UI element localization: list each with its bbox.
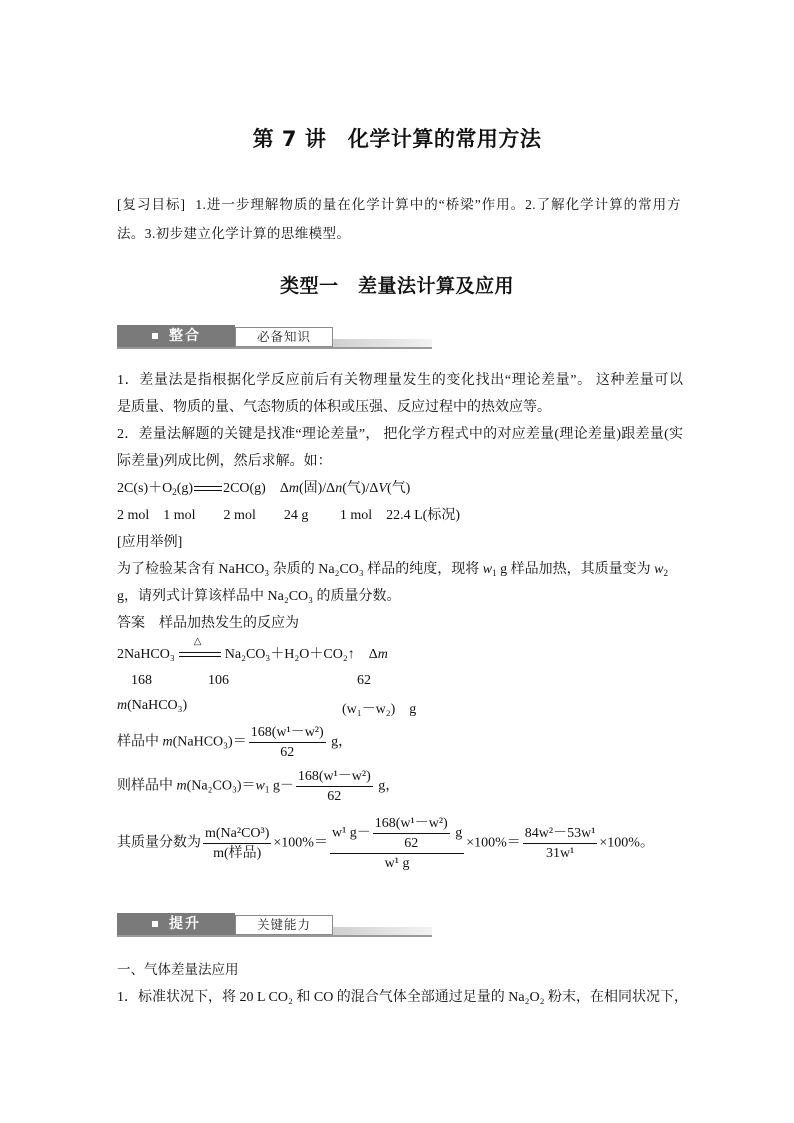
s2-denominator: 62 bbox=[327, 789, 342, 804]
s1-pre: 样品中 bbox=[117, 734, 163, 750]
double-line-icon bbox=[194, 485, 222, 493]
eq-end: (气) bbox=[386, 481, 411, 496]
banner-gradient bbox=[332, 339, 432, 347]
q1-w2-sub: 2 bbox=[663, 568, 668, 578]
s3-final-fraction bbox=[523, 825, 598, 862]
sub-heading: 一、气体差量法应用 bbox=[117, 962, 239, 977]
num-168: 168 bbox=[131, 673, 152, 688]
s1-denominator: 62 bbox=[280, 745, 295, 760]
s3-fraction-1 bbox=[203, 825, 271, 862]
s3-pre: 其质量分数为 bbox=[117, 835, 201, 851]
square-bullet-icon bbox=[152, 921, 158, 927]
s3-denominator: m(样品) bbox=[213, 846, 262, 861]
s3-inner-denominator: 62 bbox=[404, 836, 419, 851]
s2-w-sub: 1 bbox=[264, 784, 270, 795]
eq-v: V bbox=[378, 481, 387, 496]
example-tag: [应用举例] bbox=[117, 535, 183, 550]
s3-bignum-a: w¹ g－ bbox=[331, 825, 371, 841]
square-bullet-icon bbox=[152, 333, 158, 339]
banner-gradient bbox=[332, 927, 432, 935]
banner-sub-label: 关键能力 bbox=[235, 915, 333, 935]
q1-w2: w bbox=[654, 562, 664, 577]
s1-mid: (NaHCO₃)＝ bbox=[172, 734, 247, 750]
reaction-equation bbox=[117, 635, 683, 663]
goals-text-1: 1.进一步理解物质的量在化学计算中的“桥梁”作用。2.了解化学计算的常用方 bbox=[195, 197, 681, 212]
eq-o2-sub: 2 bbox=[172, 487, 177, 497]
s3-final-denominator: 31w¹ bbox=[545, 846, 575, 861]
section-banner-improve bbox=[117, 913, 432, 937]
equation-values: 2 mol 1 mol 2 mol 24 g 1 mol 22.4 L(标况) bbox=[117, 508, 460, 523]
s3-bignum-b: g bbox=[451, 825, 463, 841]
s2-m: m bbox=[176, 778, 187, 794]
rxn-right: Na₂CO₃＋H₂O＋CO₂↑ Δ bbox=[224, 647, 378, 662]
s3-big-denominator: w¹ g bbox=[384, 856, 410, 871]
eq-mid2: (气)/Δ bbox=[342, 481, 379, 496]
eq-left: 2C(s)＋O bbox=[117, 481, 173, 496]
s3-big-numerator bbox=[330, 815, 464, 854]
s3-numerator: m(Na²CO³) bbox=[203, 825, 271, 844]
banner-sub-label: 必备知识 bbox=[235, 327, 333, 347]
s3-big-fraction bbox=[330, 815, 464, 872]
s1-numerator: 168(w¹－w²) bbox=[249, 724, 326, 743]
equation-carbon bbox=[117, 477, 683, 497]
banner-label: 整合 bbox=[169, 328, 201, 344]
banner-label: 提升 bbox=[169, 916, 201, 932]
eq-mid1: (固)/Δ bbox=[298, 481, 336, 496]
num-62: 62 bbox=[357, 673, 371, 688]
s2-pre: 则样品中 bbox=[117, 778, 177, 794]
m-nahco3: (NaHCO₃) bbox=[127, 698, 188, 713]
rxn-left: 2NaHCO₃ bbox=[117, 647, 175, 662]
s2-fraction bbox=[296, 768, 373, 805]
banner-label-box bbox=[117, 325, 235, 347]
review-goals bbox=[117, 190, 681, 248]
s2-end: g， bbox=[374, 778, 400, 794]
s1-end: g， bbox=[327, 734, 353, 750]
s2-numerator: 168(w¹－w²) bbox=[296, 768, 373, 787]
exercise-line-1: 1．标准状况下，将 20 L CO₂ 和 CO 的混合气体全部通过足量的 Na₂O₂ 粉末，在相同状况下， bbox=[117, 990, 689, 1005]
eq-n: n bbox=[335, 481, 343, 496]
s3-pct3: ×100%。 bbox=[599, 835, 654, 851]
heat-equals-icon bbox=[179, 635, 221, 660]
m-symbol: m bbox=[117, 698, 128, 713]
s1-m: m bbox=[162, 734, 173, 750]
step-2 bbox=[117, 768, 683, 805]
section-title: 类型一 差量法计算及应用 bbox=[279, 275, 514, 297]
s2-w: w bbox=[255, 778, 265, 794]
s3-inner-numerator: 168(w¹－w²) bbox=[373, 815, 450, 834]
q1-w1: w bbox=[482, 562, 493, 577]
para-2-line-1: 2．差量法解题的关键是找准“理论差量”， 把化学方程式中的对应差量(理论差量)跟差量(实 bbox=[117, 427, 683, 442]
step-3 bbox=[117, 815, 683, 872]
q1-mid: g 样品加热，其质量变为 bbox=[496, 562, 655, 577]
step-1 bbox=[117, 724, 683, 761]
para-1-line-1: 1．差量法是指根据化学反应前后有关物理量发生的变化找出“理论差量”。 这种差量可以 bbox=[117, 373, 683, 388]
section-banner-integrate bbox=[117, 325, 432, 349]
banner-baseline bbox=[117, 347, 432, 349]
q1-w1-sub: 1 bbox=[492, 568, 497, 578]
heat-symbol: △ bbox=[193, 635, 202, 647]
answer-label: 答案 样品加热发生的反应为 bbox=[117, 616, 299, 631]
para-1-line-2: 是质量、物质的量、气态物质的体积或压强、反应过程中的热效应等。 bbox=[117, 400, 551, 415]
banner-baseline bbox=[117, 935, 432, 937]
eq-m: m bbox=[288, 481, 299, 496]
s2-g: g－ bbox=[269, 778, 294, 794]
s3-final-numerator: 84w²－53w¹ bbox=[523, 825, 598, 844]
eq-right: 2CO(g) Δ bbox=[223, 481, 289, 496]
s3-inner-fraction bbox=[373, 815, 450, 852]
banner-label-box bbox=[117, 913, 235, 935]
goals-tag: [复习目标] bbox=[117, 197, 186, 212]
rxn-m: m bbox=[377, 647, 388, 662]
q1-text: 为了检验某含有 NaHCO₃ 杂质的 Na₂CO₃ 样品的纯度，现将 bbox=[117, 562, 483, 577]
mass-difference: (w₁－w₂) g bbox=[342, 702, 417, 717]
s1-fraction bbox=[249, 724, 326, 761]
question-line-1 bbox=[117, 558, 683, 578]
para-2-line-2: 际差量)列成比例，然后求解。如： bbox=[117, 454, 332, 469]
page-title: 第 7 讲 化学计算的常用方法 bbox=[252, 127, 542, 151]
eq-g: (g) bbox=[176, 481, 194, 496]
num-106: 106 bbox=[208, 673, 229, 688]
question-line-2: g，请列式计算该样品中 Na₂CO₃ 的质量分数。 bbox=[117, 589, 401, 604]
s2-mid: (Na₂CO₃)＝ bbox=[186, 778, 256, 794]
s3-pct1: ×100%＝ bbox=[273, 835, 328, 851]
s3-pct2: ×100%＝ bbox=[466, 835, 521, 851]
goals-line-1 bbox=[117, 190, 681, 219]
goals-line-2: 法。3.初步建立化学计算的思维模型。 bbox=[117, 226, 351, 241]
